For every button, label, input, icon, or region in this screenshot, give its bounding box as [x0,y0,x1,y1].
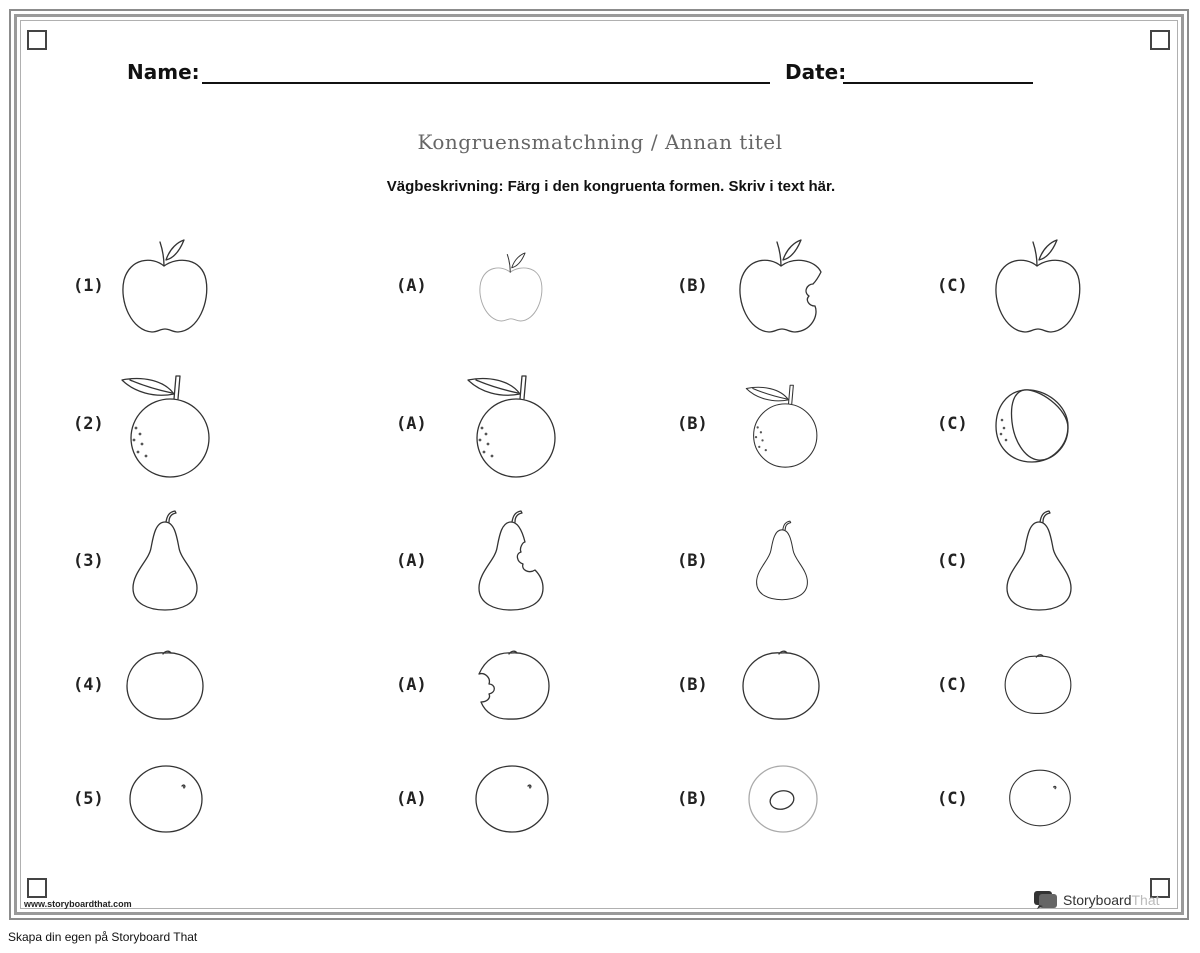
apple-icon [995,236,1081,336]
corner-square-bottom-left [27,878,47,898]
speech-bubble-icon [1033,890,1059,910]
apple-small-icon [477,250,545,324]
tangerine-icon [741,648,821,722]
row-2-label: (2) [73,414,104,434]
row-5-option-c-label: (C) [937,789,968,809]
date-line[interactable] [843,82,1033,84]
worksheet-directions: Vägbeskrivning: Färg i den kongruenta formen. Skriv i text här. [386,178,836,195]
row-4-option-a-label: (A) [396,675,427,695]
tangerine-bitten-icon [471,648,551,722]
tangerine-icon [125,648,205,722]
row-5-option-a-label: (A) [396,789,427,809]
brand-faint: That [1131,892,1160,908]
row-1-option-a-label: (A) [396,276,427,296]
pear-small-icon [755,518,809,602]
row-4-option-b-label: (B) [677,675,708,695]
tangerine-small-icon [1003,652,1073,716]
apple-icon [122,236,208,336]
row-3-option-c-label: (C) [937,551,968,571]
grape-icon [128,764,204,834]
grape-small-icon [1008,768,1072,828]
row-4-label: (4) [73,675,104,695]
storyboardthat-url: www.storyboardthat.com [24,899,132,909]
row-1-option-b-label: (B) [677,276,708,296]
name-label: Name: [127,60,200,84]
row-1-label: (1) [73,276,104,296]
apple-bitten-icon [739,236,825,336]
brand-main: Storyboard [1063,892,1132,908]
row-2-option-c-label: (C) [937,414,968,434]
storyboardthat-logo [1033,890,1160,910]
orange-small-icon [744,382,820,468]
row-5-label: (5) [73,789,104,809]
pear-bitten-icon [477,508,545,612]
row-3-label: (3) [73,551,104,571]
row-1-option-c-label: (C) [937,276,968,296]
orange-half-icon [994,386,1072,466]
footer-link[interactable]: Skapa din egen på Storyboard That [8,930,198,944]
worksheet-title: Kongruensmatchning / Annan titel [417,130,783,154]
row-5-option-b-label: (B) [677,789,708,809]
brand-name [1063,892,1160,908]
corner-square-top-right [1150,30,1170,50]
orange-icon [120,372,212,478]
row-3-option-b-label: (B) [677,551,708,571]
pear-icon [1005,508,1073,612]
pear-icon [131,508,199,612]
row-3-option-a-label: (A) [396,551,427,571]
row-2-option-b-label: (B) [677,414,708,434]
row-2-option-a-label: (A) [396,414,427,434]
grape-icon [474,764,550,834]
name-line[interactable] [202,82,770,84]
date-label: Date: [785,60,847,84]
orange-icon [466,372,558,478]
corner-square-top-left [27,30,47,50]
row-4-option-c-label: (C) [937,675,968,695]
grape-ring-icon [747,764,819,834]
